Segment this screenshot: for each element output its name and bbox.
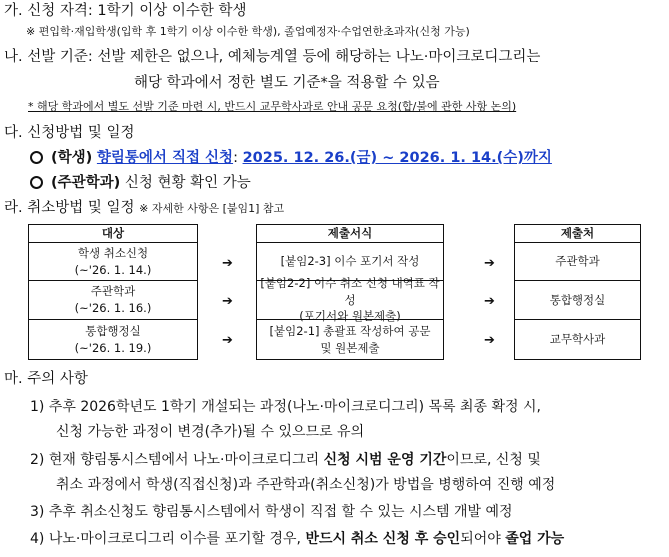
target-row-3-date: (~'26. 1. 19.): [74, 340, 152, 355]
target-row-2: [29, 281, 197, 320]
dest-row-1: [515, 243, 640, 281]
dest-row-2-text: 통합행정실: [549, 292, 606, 307]
form-row-2-text: [붙임2-2] 이수 취소 신청 내역표 작성: [260, 276, 440, 307]
ma-item2-line2: 취소 과정에서 학생(직접신청)과 주관학과(취소신청)가 방법을 병행하여 진행 예정: [56, 477, 556, 493]
ma-item4-pre: 4) 나노·마이크로디그리 이수를 포기할 경우,: [30, 531, 301, 547]
form-box: [256, 224, 444, 360]
arrow-right-icon: ➔: [484, 294, 495, 309]
bullet-circle-icon: [30, 176, 43, 189]
form-row-2: [257, 276, 443, 324]
item2-text: 신청 현황 확인 가능: [124, 175, 251, 191]
item1-text: 향림통에서 직접 신청: [96, 150, 234, 166]
ma-item4-bold1: 반드시 취소 신청 후 승인: [305, 531, 461, 547]
target-box: [28, 224, 198, 360]
arrow-right-icon: ➔: [222, 294, 233, 309]
arrow-right-icon: ➔: [222, 333, 233, 348]
arrow-right-icon: ➔: [484, 256, 495, 271]
item1-colon: :: [233, 150, 238, 166]
ma-item4-mid: 되어야: [460, 531, 501, 547]
section-na-line2: 해당 학과에서 정한 별도 기준*을 적용할 수 있음: [134, 75, 440, 91]
dest-row-1-text: 주관학과: [555, 254, 600, 269]
form-row-3-sub: 및 원본제출: [320, 340, 380, 355]
ma-item4: [30, 532, 564, 546]
item1-label: (학생): [51, 150, 93, 166]
arrow-right-icon: ➔: [484, 333, 495, 348]
ma-item1-line1: 1) 추후 2026학년도 1학기 개설되는 과정(나노·마이크로디그리) 목록 최종 확정 시,: [30, 399, 541, 415]
dest-row-3-text: 교무학사과: [549, 332, 606, 347]
ma-item2-pre: 2) 현재 향림통시스템에서 나노·마이크로디그리: [30, 452, 320, 468]
item2-label: (주관학과): [51, 175, 121, 191]
target-row-1: [29, 243, 197, 281]
section-da-item1: [30, 151, 552, 166]
target-row-2-date: (~'26. 1. 16.): [74, 301, 152, 315]
ma-item4-bold2: 졸업 가능: [505, 531, 565, 547]
section-ga-note: ※ 편입학·재입학생(입학 후 1학기 이상 이수한 학생), 졸업예정자·수업연한초과자(신청 가능): [26, 25, 470, 38]
section-ra-title: 라. 취소방법 및 일정: [4, 200, 135, 216]
form-row-2-sub: (포기서와 원본제출): [299, 309, 401, 324]
ma-item1-line2: 신청 가능한 과정이 변경(추가)될 수 있으므로 유의: [56, 424, 365, 440]
form-row-1-text: [붙임2-3] 이수 포기서 작성: [280, 254, 420, 269]
target-row-1-date: (~'26. 1. 14.): [74, 262, 152, 277]
ma-item2-line1: [30, 453, 541, 467]
section-ra-heading: [4, 201, 284, 216]
dest-box: [514, 224, 641, 360]
form-row-3-text: [붙임2-1] 총괄표 작성하여 공문: [269, 323, 431, 338]
target-header: 대상: [29, 225, 197, 243]
dest-row-3: [515, 320, 640, 359]
section-ra-note: ※ 자세한 사항은 [붙임1] 참고: [139, 202, 285, 215]
section-ga-heading: 가. 신청 자격: 1학기 이상 이수한 학생: [4, 3, 247, 19]
bullet-circle-icon: [30, 151, 43, 164]
item1-date: 2025. 12. 26.(금) ~ 2026. 1. 14.(수)까지: [242, 150, 552, 166]
ma-item2-post: 이므로, 신청 및: [446, 452, 541, 468]
target-row-3: [29, 320, 197, 359]
form-row-3: [257, 320, 443, 359]
dest-row-2: [515, 281, 640, 320]
section-ma-heading: 마. 주의 사항: [4, 371, 88, 387]
target-row-1-name: 학생 취소신청: [77, 245, 149, 260]
target-row-2-name: 주관학과: [90, 284, 136, 299]
section-da-item2: [30, 176, 251, 191]
form-header: 제출서식: [257, 225, 443, 243]
section-na-line1: 나. 선발 기준: 선발 제한은 없으나, 예체능계열 등에 해당하는 나노·마이크로디그리는: [4, 49, 541, 65]
section-na-note: * 해당 학과에서 별도 선발 기준 마련 시, 반드시 교무학사과로 안내 공문 요청(합/불에 관한 사항 논의): [28, 100, 517, 113]
dest-header: 제출처: [515, 225, 640, 243]
arrow-right-icon: ➔: [222, 256, 233, 271]
target-row-3-name: 통합행정실: [85, 323, 141, 338]
section-da-heading: 다. 신청방법 및 일정: [4, 125, 135, 141]
ma-item3: 3) 추후 취소신청도 향림통시스템에서 학생이 직접 할 수 있는 시스템 개발 예정: [30, 504, 513, 520]
ma-item2-bold: 신청 시범 운영 기간: [323, 452, 447, 468]
